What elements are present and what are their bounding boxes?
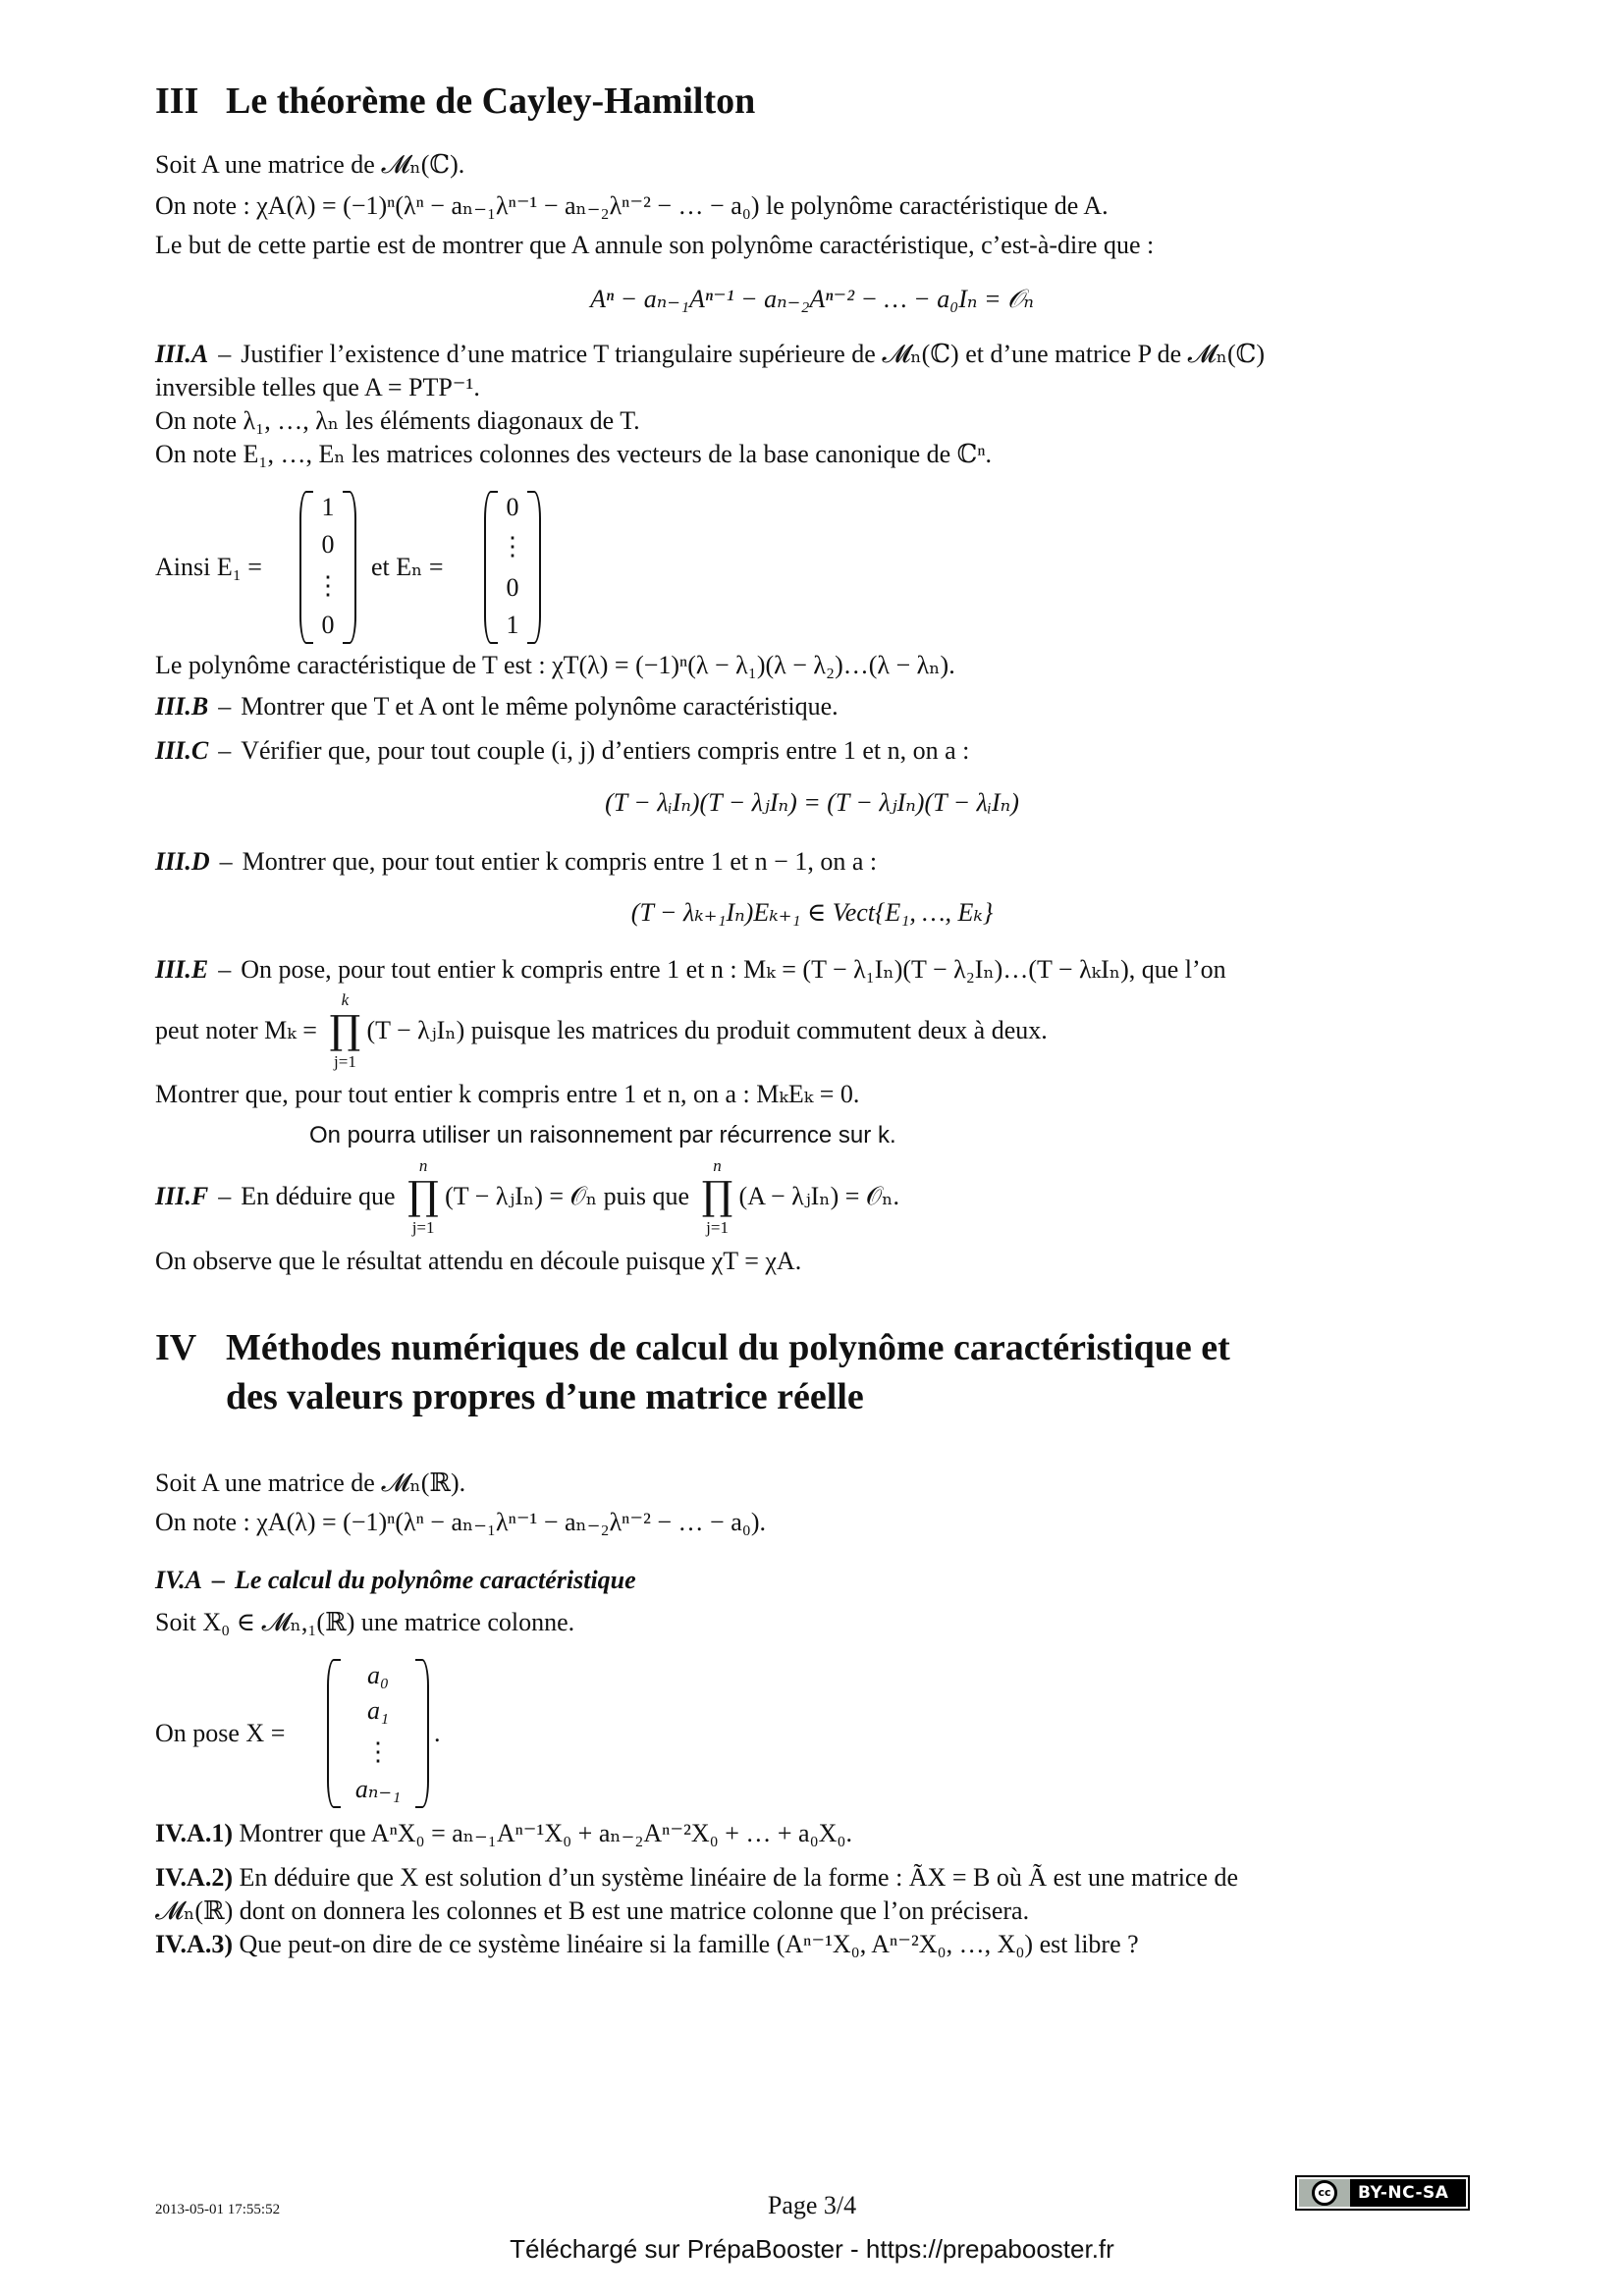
product-upper: k [341,990,350,1009]
dash: – [218,736,232,765]
ainsi-middle: et Eₙ = [371,553,444,581]
product-symbol [698,1156,737,1237]
subsection-title: Le calcul du polynôme caractéristique [234,1566,636,1594]
section-title: Le théorème de Cayley-Hamilton [226,80,756,122]
question-text: Montrer que, pour tout entier k compris entre 1 et n − 1, on a : [242,847,878,876]
text: (A − λⱼIₙ) = 𝒪ₙ. [738,1182,900,1210]
question-III-B [155,692,839,721]
section-3-heading [155,80,755,122]
text: En déduire que [241,1182,396,1210]
text: (T − λⱼIₙ) = 𝒪ₙ puis que [445,1182,690,1210]
right-paren [415,1659,429,1808]
left-paren [299,491,313,644]
display-equation: Aⁿ − aₙ₋₁Aⁿ⁻¹ − aₙ₋₂Aⁿ⁻² − … − a₀Iₙ = 𝒪ₙ [590,285,1034,313]
product-symbol [404,1156,443,1237]
dash: – [211,1566,225,1594]
hint: On pourra utiliser un raisonnement par récurrence sur k. [309,1122,896,1148]
question-text: Vérifier que, pour tout couple (i, j) d’entiers compris entre 1 et n, on a : [241,736,970,765]
right-paren [527,491,541,644]
question-text: Montrer que T et A ont le même polynôme caractéristique. [241,692,839,721]
dash: – [218,1182,232,1210]
question-III-D [155,847,877,877]
section-title: Méthodes numériques de calcul du polynôme caractéristique et [226,1327,1230,1368]
question-label: IV.A.1) [155,1819,233,1847]
footer-date: 2013-05-01 17:55:52 [155,2202,281,2217]
question-text: En déduire que X est solution d’un système linéaire de la forme : ÃX = B où Ã est une matrice de [239,1863,1239,1892]
question-IV-A-1 [155,1819,852,1848]
display-equation: (T − λᵢIₙ)(T − λⱼIₙ) = (T − λⱼIₙ)(T − λᵢIₙ) [605,788,1019,817]
product-icon: ∏ [407,1174,440,1219]
paragraph: 𝓜ₙ(ℝ) dont on donnera les colonnes et B est une matrice colonne que l’on précisera. [155,1896,1030,1925]
matrix-cell: aₙ₋₁ [354,1775,402,1803]
question-text: Montrer que AⁿX₀ = aₙ₋₁Aⁿ⁻¹X₀ + aₙ₋₂Aⁿ⁻²X₀ + … + a₀X₀. [239,1819,852,1847]
product-line-E [155,990,1048,1071]
matrix-X [327,1659,429,1808]
matrix-cell: 1 [321,493,335,521]
paragraph: On note E₁, …, Eₙ les matrices colonnes des vecteurs de la base canonique de ℂⁿ. [155,440,993,468]
matrix-cell: a₁ [366,1696,390,1725]
license-badge[interactable] [1297,2177,1468,2209]
question-label: IV.A.2) [155,1863,233,1892]
question-label: III.C [155,736,209,765]
question-IV-A-3 [155,1930,1139,1959]
matrix-cell: 0 [506,493,519,521]
text: (T − λⱼIₙ) puisque les matrices du produit commutent deux à deux. [366,1016,1048,1044]
paragraph: On note λ₁, …, λₙ les éléments diagonaux de T. [155,406,640,435]
product-icon: ∏ [701,1174,733,1219]
dash: – [218,955,232,984]
paragraph: inversible telles que A = PTP⁻¹. [155,373,480,401]
paragraph: Le polynôme caractéristique de T est : χT(λ) = (−1)ⁿ(λ − λ₁)(λ − λ₂)…(λ − λₙ). [155,651,955,679]
matrix-cell: 0 [506,573,519,602]
section-4-heading [155,1327,1230,1368]
product-symbol [325,990,364,1071]
question-label: III.D [155,847,210,876]
matrix-cell: 0 [321,530,335,559]
cc-logo: cc [1312,2180,1337,2206]
question-text: Que peut-on dire de ce système linéaire si la famille (Aⁿ⁻¹X₀, Aⁿ⁻²X₀, …, X₀) est libre ? [239,1930,1139,1958]
matrix-En [484,491,541,644]
question-text: Justifier l’existence d’une matrice T triangulaire supérieure de 𝓜ₙ(ℂ) et d’une matrice P de 𝓜ₙ(ℂ) [241,340,1266,368]
page-number: Page 3/4 [767,2191,857,2219]
dash: – [218,340,232,368]
paragraph: On observe que le résultat attendu en découle puisque χT = χA. [155,1247,802,1275]
download-source: Téléchargé sur PrépaBooster - https://prepabooster.fr [510,2234,1114,2264]
paragraph: Soit A une matrice de 𝓜ₙ(ℝ). [155,1468,466,1497]
subsection-label: IV.A [155,1566,202,1594]
left-paren [484,491,498,644]
product-lower: j=1 [706,1218,729,1237]
product-upper: n [713,1156,722,1175]
section-number: IV [155,1327,197,1368]
section-number: III [155,80,199,122]
paragraph: Montrer que, pour tout entier k compris entre 1 et n, on a : MₖEₖ = 0. [155,1080,860,1108]
question-IV-A-2 [155,1863,1238,1893]
question-text: On pose, pour tout entier k compris entre 1 et n : Mₖ = (T − λ₁Iₙ)(T − λ₂Iₙ)…(T − λₖIₙ), que l’on [241,955,1226,984]
matrix-E1 [299,491,356,644]
dash: – [219,847,233,876]
text: peut noter Mₖ = [155,1016,317,1044]
paragraph: On note : χA(λ) = (−1)ⁿ(λⁿ − aₙ₋₁λⁿ⁻¹ − aₙ₋₂λⁿ⁻² − … − a₀) le polynôme caractéristique de A. [155,191,1109,220]
paragraph: Soit X₀ ∈ 𝓜ₙ,₁(ℝ) une matrice colonne. [155,1608,575,1636]
question-III-E [155,955,1226,985]
question-label: III.A [155,340,209,368]
question-label: III.E [155,955,209,984]
paragraph: Soit A une matrice de 𝓜ₙ(ℂ). [155,150,465,179]
ainsi-prefix: Ainsi E₁ = [155,553,262,581]
paragraph: Le but de cette partie est de montrer que A annule son polynôme caractéristique, c’est-à-dire que : [155,231,1155,259]
question-III-C [155,736,969,766]
matrix-cell: a₀ [366,1661,390,1689]
section-title-continued: des valeurs propres d’une matrice réelle [226,1376,864,1417]
matrix-cell: 0 [321,611,335,639]
left-paren [327,1659,341,1808]
question-label: III.F [155,1182,209,1210]
paragraph: On note : χA(λ) = (−1)ⁿ(λⁿ − aₙ₋₁λⁿ⁻¹ − aₙ₋₂λⁿ⁻² − … − a₀). [155,1508,766,1536]
cc-icon [1299,2179,1350,2207]
dash: – [218,692,232,721]
question-III-F [155,1156,900,1237]
question-label: IV.A.3) [155,1930,233,1958]
question-III-A [155,340,1265,369]
pose-suffix: . [434,1719,441,1747]
pose-prefix: On pose X = [155,1719,286,1747]
product-upper: n [418,1156,428,1175]
subsection-IV-A [155,1566,636,1595]
license-text: BY-NC-SA [1358,2183,1449,2203]
product-lower: j=1 [411,1218,435,1237]
right-paren [343,491,356,644]
question-label: III.B [155,692,209,721]
product-lower: j=1 [334,1052,356,1071]
product-icon: ∏ [329,1008,361,1053]
display-equation: (T − λₖ₊₁Iₙ)Eₖ₊₁ ∈ Vect{E₁, …, Eₖ} [630,898,994,927]
matrix-cell: 1 [506,611,519,639]
matrix-cell: ⋮ [500,532,525,561]
matrix-cell: ⋮ [315,571,341,600]
matrix-cell: ⋮ [365,1737,391,1766]
